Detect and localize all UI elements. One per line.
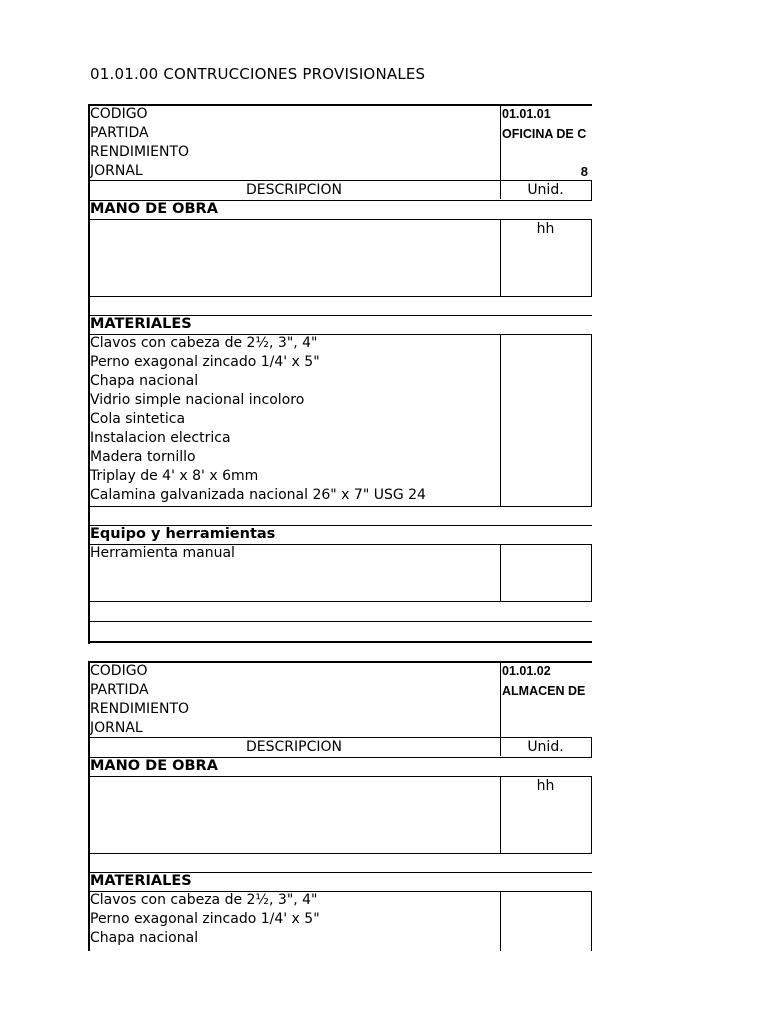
list-item <box>88 372 592 391</box>
material-item: Madera tornillo <box>90 449 196 465</box>
list-item <box>88 467 592 486</box>
mano-unit: hh <box>536 778 555 794</box>
rendimiento-row <box>88 700 592 719</box>
materiales-row <box>88 315 592 334</box>
rendimiento-label: RENDIMIENTO <box>90 701 190 717</box>
mano-de-obra-row <box>88 200 592 219</box>
material-item: Chapa nacional <box>90 930 199 946</box>
material-item: Chapa nacional <box>90 373 199 389</box>
list-item <box>88 448 592 467</box>
analysis-sheet-2 <box>88 661 592 951</box>
equipo-row <box>88 525 592 544</box>
jornal-value: 8 <box>580 164 588 179</box>
equipo-box-bottom <box>88 601 592 602</box>
mano-box-right <box>591 219 592 296</box>
list-item <box>88 391 592 410</box>
rendimiento-label: RENDIMIENTO <box>90 144 190 160</box>
partida-value: OFICINA DE C <box>502 127 587 141</box>
list-item <box>88 410 592 429</box>
descripcion-header: DESCRIPCION <box>246 739 342 755</box>
mano-de-obra-heading: MANO DE OBRA <box>90 758 218 774</box>
materiales-row <box>88 872 592 891</box>
materiales-box-bottom <box>88 506 592 507</box>
codigo-value: 01.01.01 <box>502 107 551 121</box>
codigo-label: CODIGO <box>90 663 148 679</box>
material-item: Clavos con cabeza de 2½, 3", 4" <box>90 892 318 908</box>
equipo-heading: Equipo y herramientas <box>90 526 276 542</box>
material-item: Calamina galvanizada nacional 26" x 7" USG 24 <box>90 487 426 503</box>
analysis-sheet-1 <box>88 104 592 644</box>
codigo-row <box>88 662 592 681</box>
list-item <box>88 334 592 353</box>
descripcion-header: DESCRIPCION <box>246 182 342 198</box>
partida-label: PARTIDA <box>90 125 149 141</box>
material-item: Perno exagonal zincado 1/4' x 5" <box>90 354 320 370</box>
partida-row <box>88 124 592 143</box>
mano-de-obra-heading: MANO DE OBRA <box>90 201 218 217</box>
material-item: Clavos con cabeza de 2½, 3", 4" <box>90 335 318 351</box>
unid-header: Unid. <box>527 739 564 755</box>
material-item: Instalacion electrica <box>90 430 231 446</box>
list-item <box>88 486 592 505</box>
materiales-heading: MATERIALES <box>90 316 192 332</box>
equipo-item: Herramienta manual <box>90 545 235 561</box>
material-item: Triplay de 4' x 8' x 6mm <box>90 468 259 484</box>
materiales-heading: MATERIALES <box>90 873 192 889</box>
subtotal-line <box>88 621 592 622</box>
list-item <box>88 910 592 929</box>
mano-box-bottom <box>88 853 592 854</box>
rendimiento-row <box>88 143 592 162</box>
sheet-bottom-border <box>88 641 592 643</box>
jornal-label: JORNAL <box>90 720 143 736</box>
right-column-divider <box>591 738 592 757</box>
partida-label: PARTIDA <box>90 682 149 698</box>
list-item <box>88 353 592 372</box>
mano-box-bottom <box>88 296 592 297</box>
jornal-row <box>88 162 592 181</box>
unid-header: Unid. <box>527 182 564 198</box>
document-title: 01.01.00 CONTRUCCIONES PROVISIONALES <box>90 65 426 83</box>
mano-de-obra-row <box>88 757 592 776</box>
list-item <box>88 929 592 948</box>
codigo-value: 01.01.02 <box>502 664 551 678</box>
list-item <box>88 544 592 563</box>
mano-unit: hh <box>536 221 555 237</box>
material-item: Vidrio simple nacional incoloro <box>90 392 305 408</box>
partida-value: ALMACEN DE <box>502 684 586 698</box>
list-item <box>88 429 592 448</box>
codigo-label: CODIGO <box>90 106 148 122</box>
material-item: Cola sintetica <box>90 411 186 427</box>
material-item: Perno exagonal zincado 1/4' x 5" <box>90 911 320 927</box>
jornal-row <box>88 719 592 738</box>
partida-row <box>88 681 592 700</box>
list-item <box>88 891 592 910</box>
codigo-row <box>88 105 592 124</box>
jornal-label: JORNAL <box>90 163 143 179</box>
right-column-divider <box>591 181 592 200</box>
mano-box-right <box>591 776 592 853</box>
